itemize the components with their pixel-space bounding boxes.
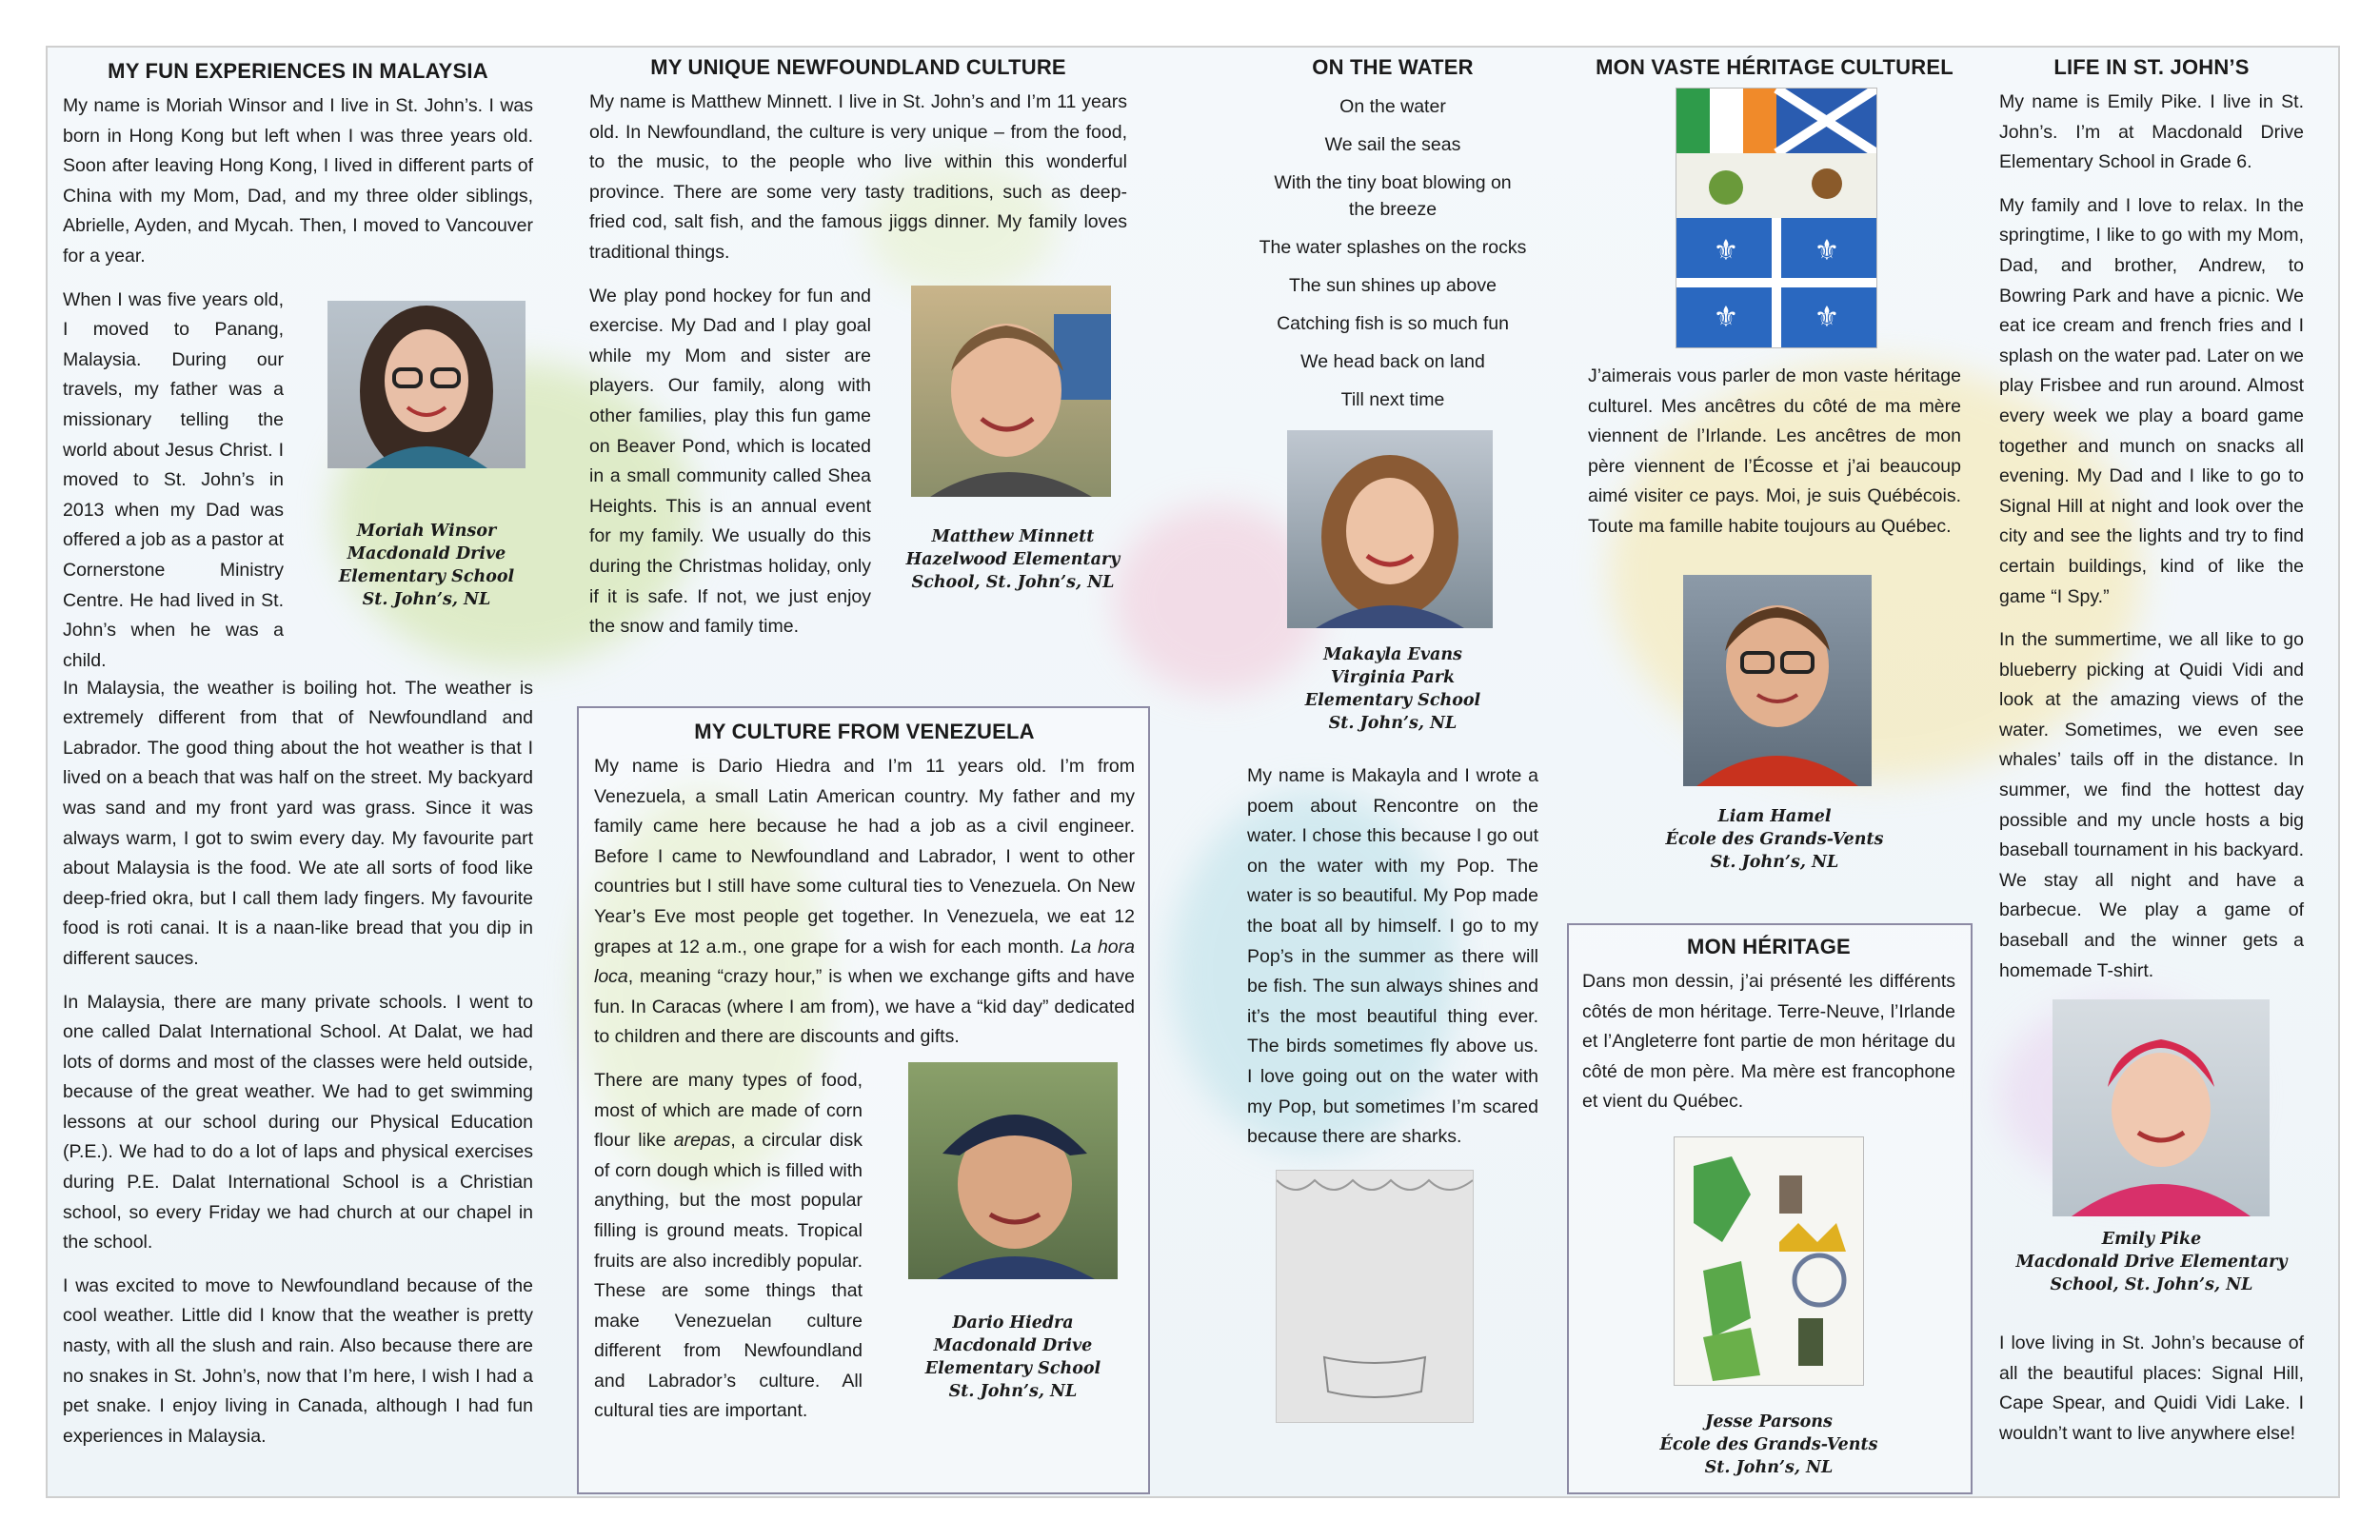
svg-text:⚜: ⚜ [1713,234,1739,267]
paragraph: My name is Dario Hiedra and I’m 11 years old. I’m from Venezuela, a small Latin American country. My father and my family came here because he had a job as a civil engineer. Before I came to Newfoundland and Labrador, I went to other countries but I still have some cultural ties to Venezuela. On New Year’s Eve most people get together. In Venezuela, we eat 12 grapes at 12 a.m., one grape for a wish for each month. La hora loca, meaning “crazy hour,” is when we exchange gifts and have fun. In Caracas (where I am from), we have a “kid day” dedicated to children and there are discounts and gifts. [594,756,1135,1048]
photo-makayla-evans [1287,430,1493,628]
article-title: MY UNIQUE NEWFOUNDLAND CULTURE [650,55,1066,79]
column-newfoundland [589,49,1127,662]
article-title: MY FUN EXPERIENCES IN MALAYSIA [108,59,488,83]
photo-caption: Makayla Evans Virginia Park Elementary School St. John’s, NL [1304,645,1481,733]
column-on-the-water [1247,49,1538,1423]
photo-caption: Liam Hamel École des Grands-Vents St. John’s, NL [1665,806,1884,872]
paragraph: I was excited to move to Newfoundland because of the cool weather. Little did I know that the weather is pretty nasty, with all the slush and rain. Also because there are no snakes in St. John’s, now that I’m here, I wish I had a pet snake. I enjoy living in Canada, although I had fun experiences in Malaysia. [63,1274,533,1447]
photo-caption: Moriah Winsor Macdonald Drive Elementary School St. John’s, NL [338,521,515,609]
column-malaysia [63,53,533,1465]
photo-matthew-minnett [911,286,1111,497]
paragraph: When I was five years old, I moved to Panang, Malaysia. During our travels, my father was a missionary telling the world about Jesus Christ. I moved to St. John’s in 2013 when my Dad was offered a job as a pastor at Cornerstone Ministry Centre. He had lived in St. John’s when he was a child. [63,288,284,671]
venezuela-article-box [577,706,1150,1494]
photo-moriah-winsor [327,301,526,468]
paragraph: We play pond hockey for fun and exercise. My Dad and I play goal while my Mom and sister are players. Our family, along with other families, play this fun game on Beaver Pond, which is located in a small community called Shea Heights. This is an annual event for my family. We usually do this during the Christmas holiday, only if it is safe. If not, we just enjoy the snow and family time. [589,285,871,638]
drawing-boat [1276,1170,1474,1423]
paragraph: My name is Emily Pike. I live in St. John’s. I’m at Macdonald Drive Elementary School in Grade 6. [1999,91,2304,173]
paragraph: My family and I love to relax. In the springtime, I like to go with my Mom, Dad, and brother, Andrew, to Bowring Park and have a picnic. We eat ice cream and french fries and I splash on the water pad. Later on we play Frisbee and run around. Almost every week we play a board game together and munch on snacks all evening. My Dad and I like to go to Signal Hill at night and look over the city and see the lights and try to find certain buildings, kind of like the game “I Spy.” [1999,194,2304,607]
article-title: MON VASTE HÉRITAGE CULTUREL [1596,55,1954,79]
drawing-heritage-flags [1676,88,1877,348]
column-st-johns [1999,49,2304,1463]
paragraph: I love living in St. John’s because of all the beautiful places: Signal Hill, Cape Spear, and Quidi Vidi Lake. I wouldn’t want to live anywhere else! [1999,1333,2304,1444]
drawing-mon-heritage [1674,1136,1864,1386]
photo-liam-hamel [1683,575,1872,786]
photo-caption: Emily Pike Macdonald Drive Elementary School, St. John’s, NL [2015,1230,2288,1295]
paragraph: In the summertime, we all like to go blueberry picking at Quidi Vidi and look at the amazing views of the water. Sometimes, we even see whales’ tails off in the distance. In summer, we find the hottest day possible and my uncle hosts a big baseball tournament in his backyard. We stay all night and have a barbecue. We play a game of baseball and the winner gets a homemade T-shirt. [1999,629,2304,981]
svg-text:⚜: ⚜ [1814,301,1840,334]
paragraph: There are many types of food, most of which are made of corn flour like arepas, a circular disk of corn dough which is filled with anything, but the most popular filling is ground meats. Tropical fruits are also incredibly popular. These are some things that make Venezuelan culture different from Newfoundland and Labrador’s culture. All cultural ties are important. [594,1069,863,1422]
paragraph: My name is Matthew Minnett. I live in St. John’s and I’m 11 years old. In Newfoundland, the culture is very unique – from the food, to the music, to the people who live within this wonderful province. There are some very tasty traditions, such as deep-fried cod, salt fish, and the famous jiggs dinner. My family loves traditional things. [589,91,1127,263]
photo-caption: Dario Hiedra Macdonald Drive Elementary School St. John’s, NL [924,1313,1101,1401]
poem: On the water We sail the seas With the tiny boat blowing on the breeze The water splashes on the rocks The sun shines up above Catching fish is so much fun We head back on land Till next time [1259,96,1527,410]
paragraph: My name is Moriah Winsor and I live in St. John’s. I was born in Hong Kong but left when I was three years old. Soon after leaving Hong Kong, I lived in different parts of China with my Mom, Dad, and my three older siblings, Abrielle, Ayden, and Mycah. Then, I moved to Vancouver for a year. [63,95,533,267]
article-title: MY CULTURE FROM VENEZUELA [694,720,1035,743]
paragraph: In Malaysia, there are many private schools. I went to one called Dalat International School. At Dalat, we had lots of dorms and most of the classes were held outside, because of the great weather. We had to get swimming lessons at our school during our Physical Education (P.E.). We had to do a lot of laps and physical exercises during P.E. Dalat International School is a Christian school, so every Friday we had church at our chapel in the school. [63,991,533,1254]
svg-text:⚜: ⚜ [1713,301,1739,334]
photo-emily-pike [2053,999,2270,1216]
photo-caption: Jesse Parsons École des Grands-Vents St. John’s, NL [1659,1412,1878,1477]
paragraph: In Malaysia, the weather is boiling hot. The weather is extremely different from that of Newfoundland and Labrador. The good thing about the hot weather is that I lived on a beach that was half on the street. My backyard was sand and my front yard was grass. Since it was always warm, I got to swim every day. My favourite part about Malaysia is the food. We ate all sorts of food like deep-fried okra, but I call them lady fingers. My favourite food is roti canai. It is a naan-like bread that you dip in different sauces. [63,677,533,969]
paragraph: J’aimerais vous parler de mon vaste héritage culturel. Mes ancêtres du côté de ma mère viennent de l’Irlande. Les ancêtres de mon père viennent de l’Écosse et j’ai beaucoup aimé visiter ce pays. Moi, je suis Québécois. Toute ma famille habite toujours au Québec. [1588,365,1961,537]
photo-caption: Matthew Minnett Hazelwood Elementary School, St. John’s, NL [905,526,1121,592]
svg-text:⚜: ⚜ [1814,234,1840,267]
paragraph: Dans mon dessin, j’ai présenté les différents côtés de mon héritage. Terre-Neuve, l’Irlande et l’Angleterre font partie de mon héritage du côté de mon père. Ma mère est francophone et vient du Québec. [1582,971,1955,1113]
article-title: MON HÉRITAGE [1687,935,1851,958]
column-heritage [1588,49,1961,874]
paragraph: My name is Makayla and I wrote a poem about Rencontre on the water. I chose this because I go out on the water with my Pop. The water is so beautiful. My Pop made the boat all by himself. I go to my Pop’s in the summer as there will be fish. The sun always shines and it’s the most beautiful thing ever. The birds sometimes fly above us. I love going out on the water with my Pop, but sometimes I’m scared because there are sharks. [1247,765,1538,1148]
article-title: ON THE WATER [1312,55,1474,79]
mon-heritage-article-box [1567,923,1973,1494]
photo-dario-hiedra [908,1062,1118,1279]
article-title: LIFE IN ST. JOHN’S [2053,55,2250,79]
